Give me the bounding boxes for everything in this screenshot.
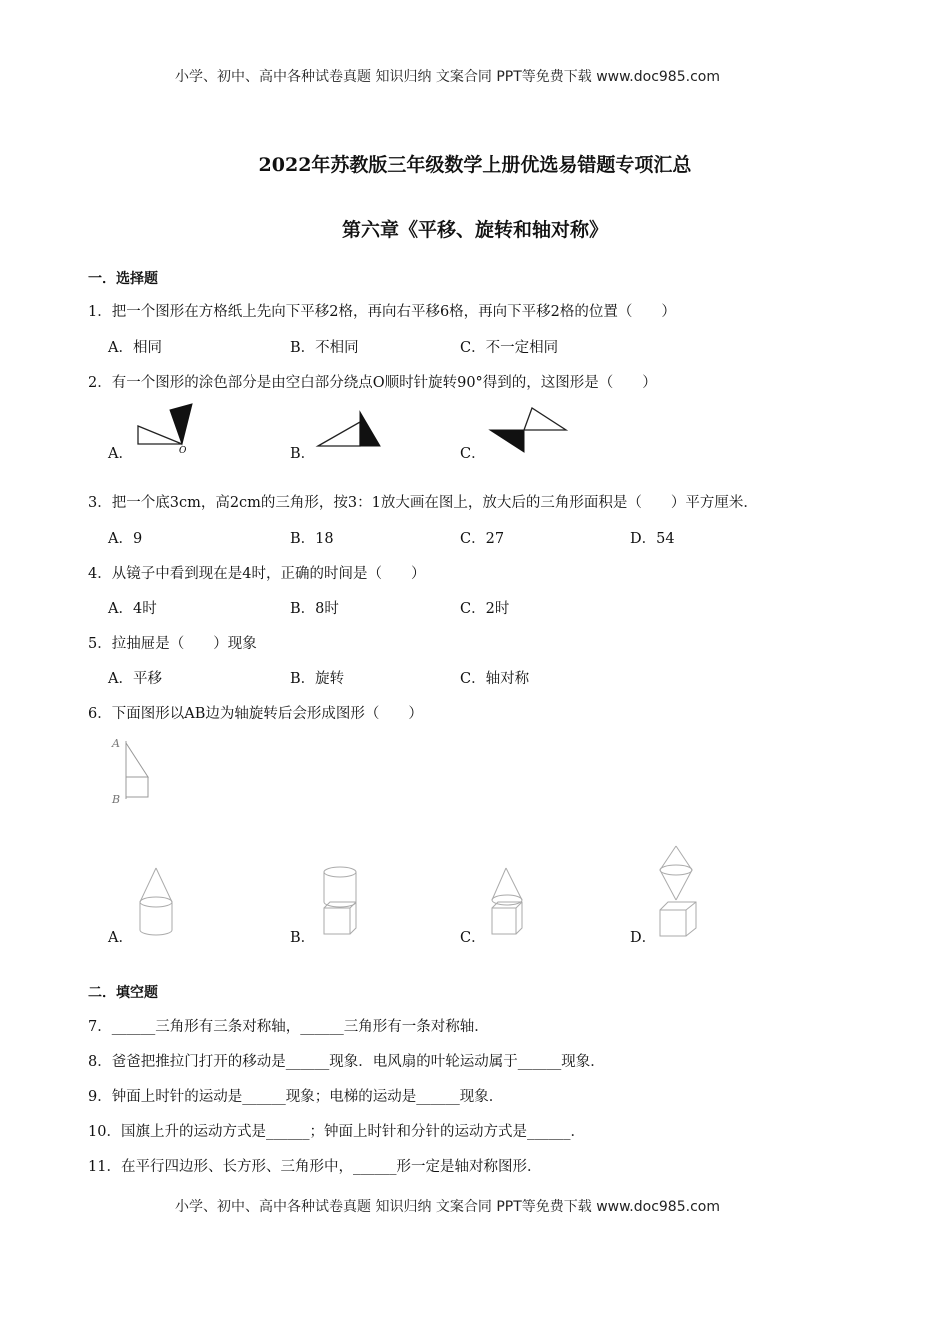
page-subtitle: 第六章《平移、旋转和轴对称》 [341,219,608,241]
q6-figure-a [136,866,180,938]
q1-option-c[interactable]: C．不一定相同 [460,340,559,356]
q6-label-b: B [112,793,121,806]
section-choice-heading: 一．选择题 [88,271,158,287]
q2-option-a[interactable]: A． [108,446,133,462]
q6-option-a[interactable]: A． [108,930,133,946]
q1-option-a[interactable]: A．相同 [108,340,162,356]
question-5: 5．拉抽屉是（ ）现象 [88,636,257,652]
question-9: 9．钟面上时针的运动是______现象；电梯的运动是______现象． [88,1089,504,1105]
question-10: 10．国旗上升的运动方式是______；钟面上时针和分针的运动方式是______． [88,1124,585,1140]
q2-figure-a [136,402,196,454]
page-title: 2022年苏教版三年级数学上册优选易错题专项汇总 [258,154,692,176]
page-header: 小学、初中、高中各种试卷真题 知识归纳 文案合同 PPT等免费下载 www.doc985.com [175,69,720,85]
q6-figure-c [488,866,532,938]
q4-option-b[interactable]: B．8时 [290,601,339,617]
q2-option-c[interactable]: C． [460,446,486,462]
q5-option-a[interactable]: A．平移 [108,671,162,687]
q6-option-c[interactable]: C． [460,930,486,946]
q3-option-b[interactable]: B．18 [290,531,334,547]
q6-source-figure [110,735,160,807]
q3-option-c[interactable]: C．27 [460,531,505,547]
q3-option-a[interactable]: A．9 [108,531,143,547]
q2-point-o-label: O [179,446,187,456]
q5-option-c[interactable]: C．轴对称 [460,671,530,687]
page-footer: 小学、初中、高中各种试卷真题 知识归纳 文案合同 PPT等免费下载 www.doc985.com [175,1199,720,1215]
q1-option-b[interactable]: B．不相同 [290,340,359,356]
q6-label-a: A [112,737,120,750]
q6-option-b[interactable]: B． [290,930,316,946]
q3-option-d[interactable]: D．54 [630,531,675,547]
q6-figure-d [656,844,704,940]
section-fill-heading: 二．填空题 [88,985,158,1001]
q2-figure-b [316,410,386,452]
question-2: 2．有一个图形的涂色部分是由空白部分绕点O顺时针旋转90°得到的，这图形是（ ） [88,375,657,391]
q2-figure-c [488,404,570,456]
q4-option-a[interactable]: A．4时 [108,601,157,617]
question-4: 4．从镜子中看到现在是4时，正确的时间是（ ） [88,566,426,582]
question-7: 7．______三角形有三条对称轴，______三角形有一条对称轴． [88,1019,489,1035]
question-8: 8．爸爸把推拉门打开的移动是______现象．电风扇的叶轮运动属于______现象． [88,1054,605,1070]
question-3: 3．把一个底3cm，高2cm的三角形，按3：1放大画在图上，放大后的三角形面积是（ ）平方厘米． [88,495,758,511]
q5-option-b[interactable]: B．旋转 [290,671,345,687]
question-11: 11．在平行四边形、长方形、三角形中，______形一定是轴对称图形． [88,1159,542,1175]
q2-option-b[interactable]: B． [290,446,316,462]
q6-figure-b [320,864,364,938]
q4-option-c[interactable]: C．2时 [460,601,510,617]
question-6: 6．下面图形以AB边为轴旋转后会形成图形（ ） [88,706,423,722]
question-1: 1．把一个图形在方格纸上先向下平移2格，再向右平移6格，再向下平移2格的位置（ ） [88,304,676,320]
q6-option-d[interactable]: D． [630,930,657,946]
